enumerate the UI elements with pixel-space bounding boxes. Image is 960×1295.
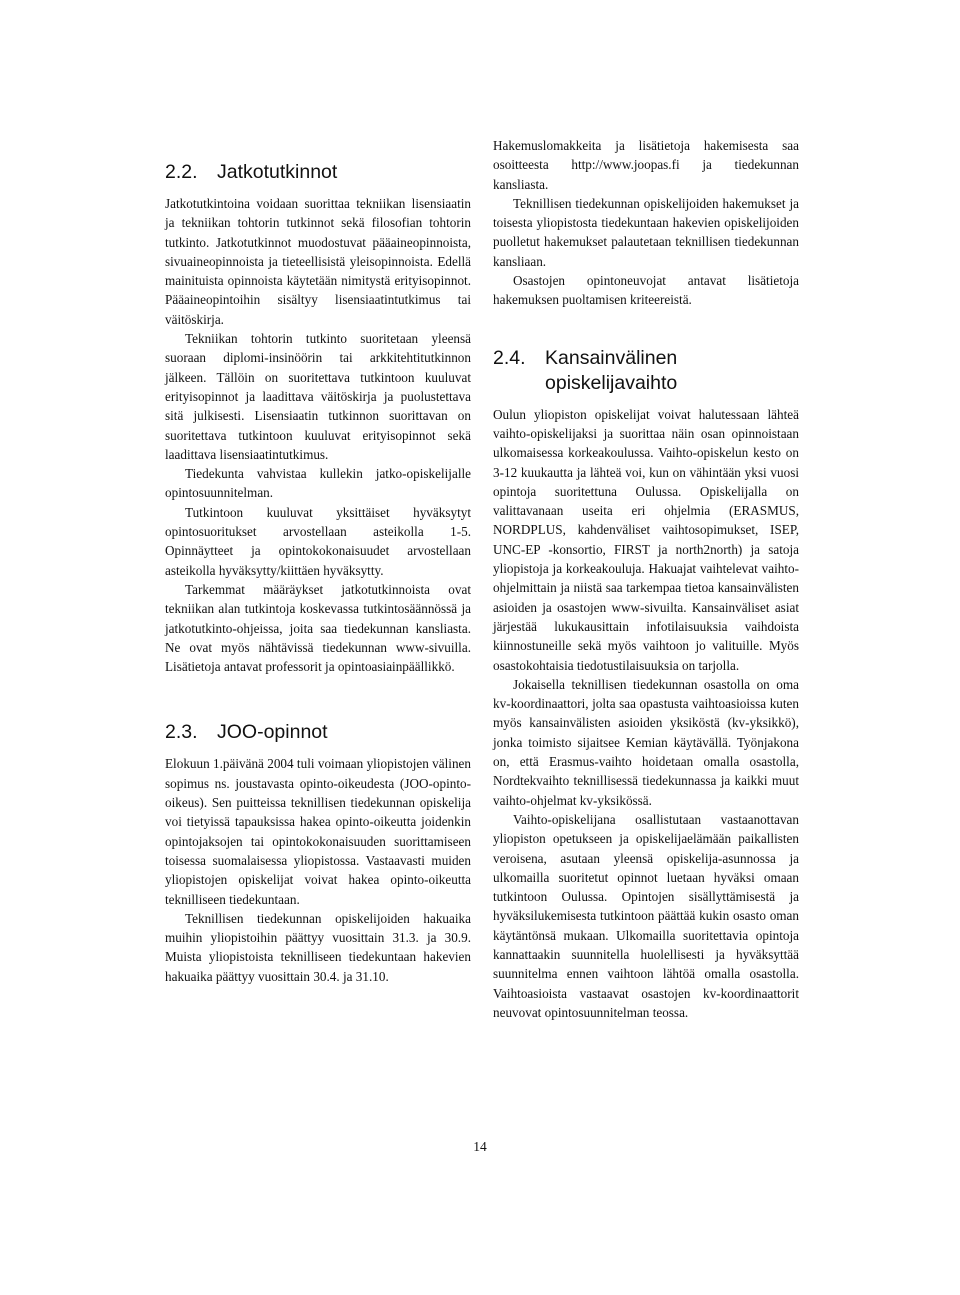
heading-jatkotutkinnot: [165, 160, 471, 185]
page-number: 14: [473, 1139, 487, 1154]
paragraph: Teknillisen tiedekunnan opiskelijoiden hakuaika muihin yliopistoihin päättyy vuosittain 31.3. ja 30.9. Muista yliopistoista teknilliseen tiedekuntaan hakevien hakuaika päättyy vuosittain 30.4. ja 31.10.: [165, 910, 471, 984]
heading-kansainvalinen-opiskelijavaihto: [493, 346, 799, 396]
heading-joo-opinnot: [165, 720, 471, 745]
right-column: [493, 136, 799, 1022]
paragraph: Jatkotutkintoina voidaan suorittaa tekniikan lisensiaatin ja tekniikan tohtorin tutkinnot sekä filosofian tohtorin tutkinto. Jatkotutkinnot muodostuvat pääaineopinnoista, sivuaineopinnoista ja tieteellisistä yleisopinnoista. Edellä mainituista opinnoista käytetään nimitystä erityisopinnot. Pääaineopintoihin sisältyy lisensiaatintutkimus tai väitöskirja.: [165, 196, 471, 327]
heading-number: 2.2.: [165, 161, 198, 183]
heading-text: [545, 346, 677, 396]
heading-text-line-1: Kansainvälinen: [545, 346, 678, 369]
paragraph: Tiedekunta vahvistaa kullekin jatko-opiskelijalle opintosuunnitelman.: [165, 466, 471, 501]
paragraph: Elokuun 1.päivänä 2004 tuli voimaan yliopistojen välinen sopimus ns. joustavasta opinto-oikeudesta (JOO-opinto-oikeus). Sen puitteissa teknillisen tiedekunnan opiskelija voi tietyissä tapauksissa hakea opinto-oikeutta joidenkin opintojaksojen tai opintokokonaisuuden suorittamiseen toisessa suomalaisessa yliopistossa. Vastaavasti muiden yliopistojen opiskelijat voivat hakea opinto-oikeutta teknilliseen tiedekuntaan.: [165, 756, 471, 907]
paragraph: Jokaisella teknillisen tiedekunnan osastolla on oma kv-koordinaattori, jolta saa opastusta vaihtoasioissa kuten myös kansainvälisten asioiden yksiköstä (kv-yksikkö), jonka toimisto sijaitsee Kemian käytävällä. Työnjakona on, että Erasmus-vaihto hoidetaan omalla osastolla, Nordtekvaihto teknillisessä tiedekunnassa ja kaikki muut vaihto-ohjelmat kv-yksikössä.: [493, 676, 799, 808]
paragraph: Tutkintoon kuuluvat yksittäiset hyväksytyt opintosuoritukset arvostellaan asteikolla 1-5. Opinnäytteet ja opintokokonaisuudet arvostellaan asteikolla hyväksytty/kiittäen hyväksytty.: [165, 504, 471, 578]
paragraph: Oulun yliopiston opiskelijat voivat halutessaan lähteä vaihto-opiskelijaksi ja suorittaa näin osan opinnoistaan ulkomaisessa korkeakoulussa. Vaihto-opiskelun kesto on 3-12 kuukautta ja lähteä voi, kun on vähintään yksi vuosi opintoja suoritettuna Oulussa. Opiskelijalla on valittavanaan useita eri ohjelmia (ERASMUS, NORDPLUS, kahdenväliset vaihtosopimukset, ISEP, UNC-EP -konsortio, FIRST ja north2north) ja satoja yliopistoja ja korkeakouluja. Hakuajat vaihtelevat vaihto-ohjelmittain ja niistä saa tarkempaa tietoa kansainvälisten asioiden ja osastojen www-sivuilta. Kansainväliset asiat järjestää lukukausittain infotilaisuuksia vaihdoista kiinnostuneille sekä myös vaihtoon jo valituille. Myös osastokohtaisia tiedotustilaisuuksia on tarjolla.: [493, 406, 799, 673]
heading-number: 2.4.: [493, 346, 526, 369]
paragraph: Tarkemmat määräykset jatkotutkinnoista ovat tekniikan alan tutkintoja koskevassa tutkintosäännössä ja jatkotutkinto-ohjeissa, joita saa tiedekunnan kansliasta. Ne ovat myös nähtävissä tiedekunnan www-sivuilla. Lisätietoja antavat professorit ja opintoasiainpäällikkö.: [165, 581, 471, 675]
heading-number: 2.3.: [165, 721, 198, 744]
heading-text: JOO-opinnot: [217, 721, 328, 744]
paragraph: Tekniikan tohtorin tutkinto suoritetaan yleensä suoraan diplomi-insinöörin tai arkkitehtitutkinnon jälkeen. Tällöin on suoritettava tutkintoon kuuluvat erityisopinnot ja laadittava väitöskirja ja puolustettava sitä julkisesti. Lisensiaatin tutkinnon suorittavan on suoritettava tutkintoon kuuluvat erityisopinnot sekä laadittava lisensiaatintutkimus.: [165, 331, 471, 462]
paragraph: Hakemuslomakkeita ja lisätietoja hakemisesta saa osoitteesta http://www.joopas.fi ja tiedekunnan kansliasta.: [493, 138, 799, 192]
heading-text: Jatkotutkinnot: [217, 161, 338, 183]
paragraph: Vaihto-opiskelijana osallistutaan vastaanottavan yliopiston opetukseen ja opiskelijaelämään paikallisten veroisena, asutaan yleensä opiskelija-asunnossa ja ulkomailla suoritetut opinnot luetaan hyväksi omaan tutkintoon Oulussa. Opintojen sisällyttämisestä ja hyväksilukemisesta tutkintoon päättää kukin osasto oman käytäntönsä mukaan. Ulkomailla suoritettavia opintoja kannattaakin suunnitella huolellisesti ja hyväksyttää suunnitelma ennen vaihtoon lähtöä omalla osastolla. Vaihtoasioista vastaavat osastojen kv-koordinaattorit neuvovat opintosuunnitelman teossa.: [493, 811, 799, 1020]
left-column: [165, 160, 471, 986]
paragraph: Osastojen opintoneuvojat antavat lisätietoja hakemuksen puoltamisen kriteereistä.: [493, 273, 799, 308]
paragraph: Teknillisen tiedekunnan opiskelijoiden hakemukset ja toisesta yliopistosta tiedekuntaan hakevien opiskelijoiden puolletut hakemukset palautetaan teknillisen tiedekunnan kansliaan.: [493, 195, 799, 269]
heading-text-line-2: opiskelijavaihto: [545, 371, 678, 394]
